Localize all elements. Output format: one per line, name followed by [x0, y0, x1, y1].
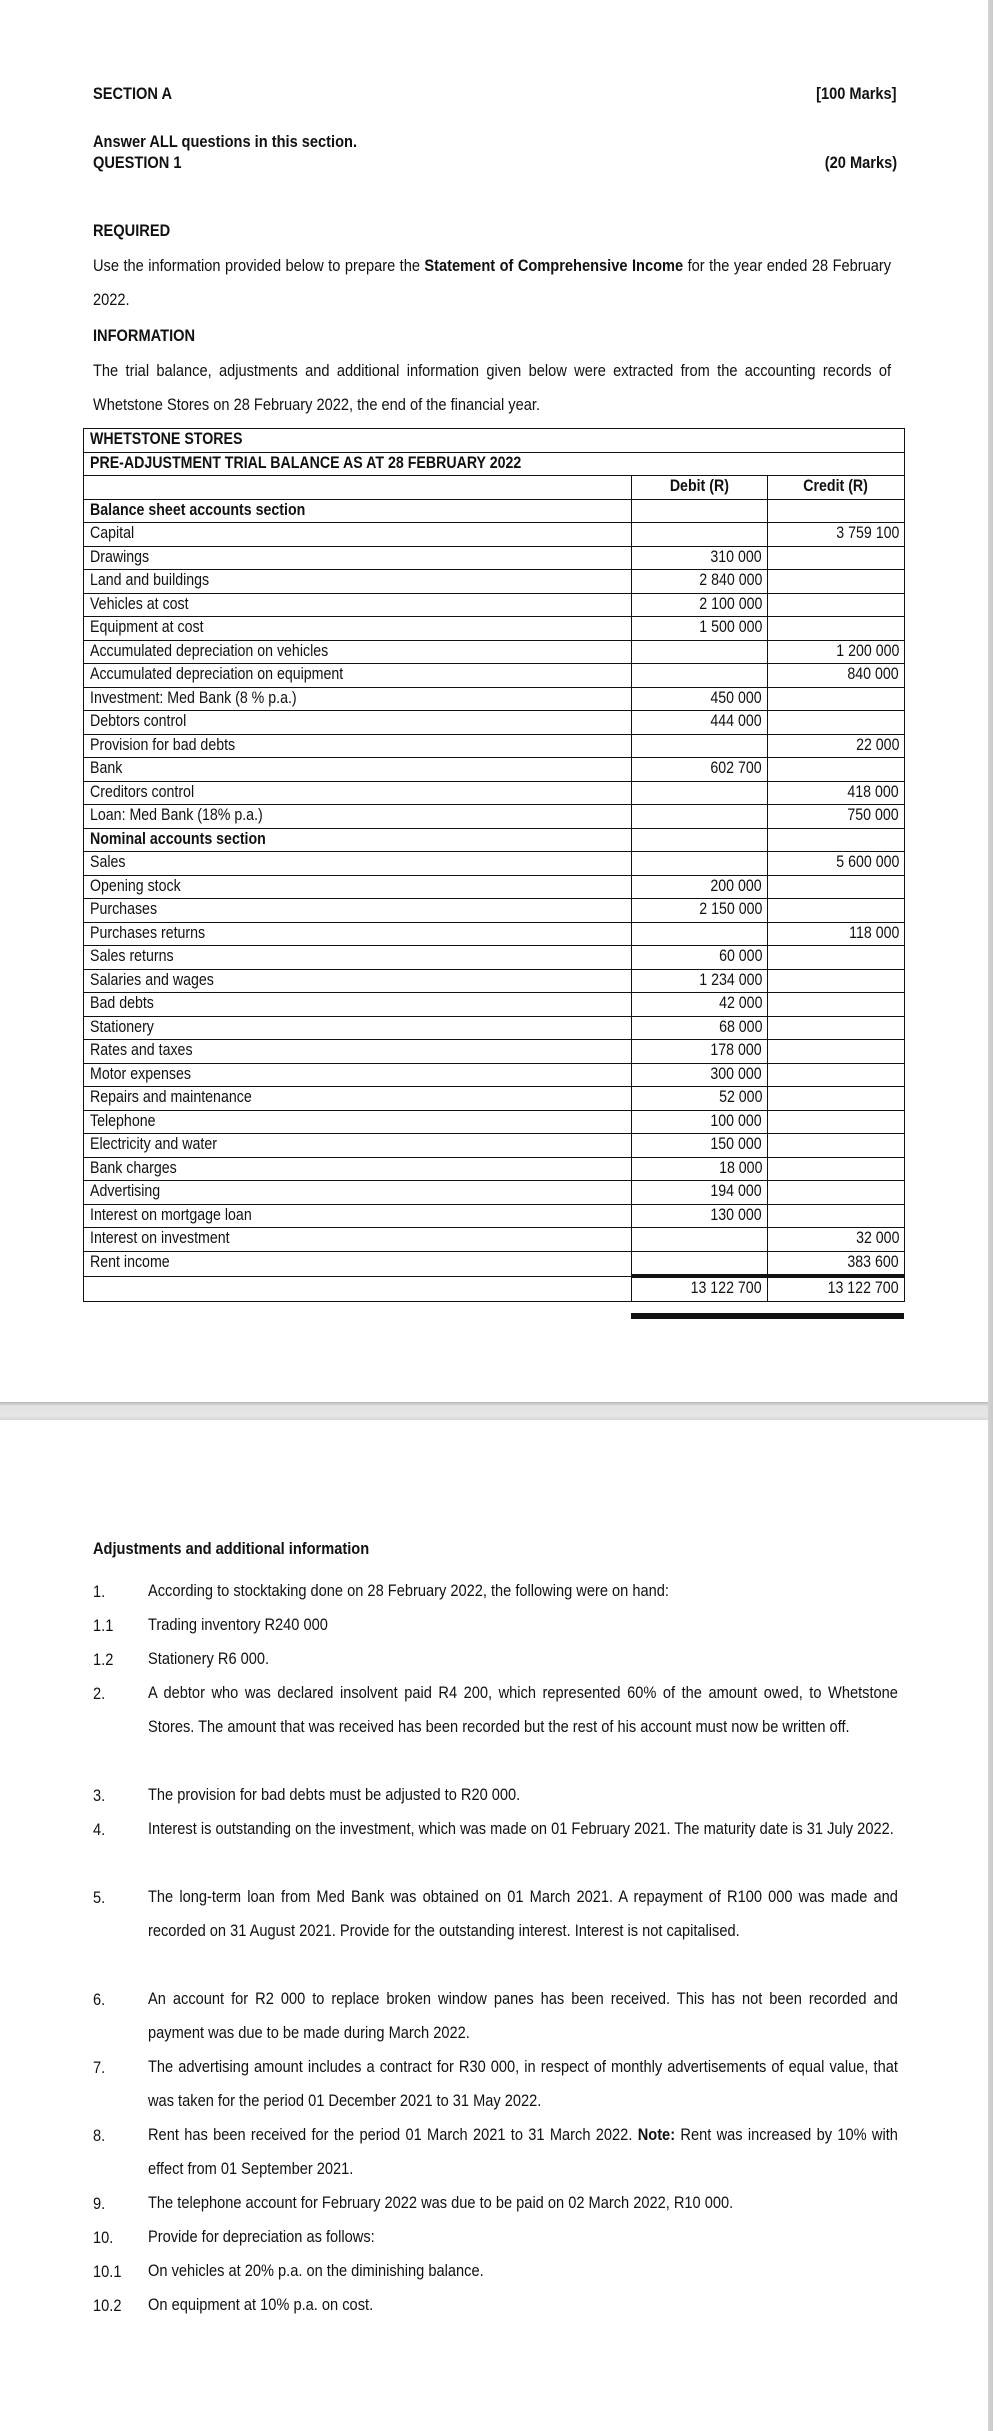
account-name: Rates and taxes [84, 1040, 632, 1064]
debit-amount: 60 000 [632, 946, 768, 970]
debit-amount [632, 734, 768, 758]
table-row [84, 1251, 905, 1276]
adjustment-text: Provide for depreciation as follows: [148, 2227, 375, 2246]
account-name: Investment: Med Bank (8 % p.a.) [84, 687, 632, 711]
account-name: Bank [84, 758, 632, 782]
adjustment-number: 1.1 [93, 1616, 114, 1635]
section-row [84, 499, 905, 523]
account-name: Drawings [84, 546, 632, 570]
debit-amount: 130 000 [632, 1204, 768, 1228]
debit-amount [632, 781, 768, 805]
table-row [84, 1040, 905, 1064]
account-name: Accumulated depreciation on vehicles [84, 640, 632, 664]
account-name: Equipment at cost [84, 617, 632, 641]
required-heading: REQUIRED [93, 221, 171, 240]
credit-amount [768, 617, 905, 641]
adjustment-number: 8. [93, 2126, 106, 2145]
table-row [84, 687, 905, 711]
debit-amount: 300 000 [632, 1063, 768, 1087]
total-credit: 13 122 700 [768, 1276, 905, 1301]
question-marks: (20 Marks) [824, 153, 897, 172]
information-text: The trial balance, adjustments and additional information given below were extracted from the accounting records of Whetstone Stores on 28 February 2022, the end of the financial year. [93, 361, 892, 414]
debit-amount [632, 640, 768, 664]
adjustment-number: 5. [93, 1888, 106, 1907]
table-row [84, 734, 905, 758]
credit-amount: 418 000 [768, 781, 905, 805]
adjustment-text: A debtor who was declared insolvent paid R4 200, which represented 60% of the amount owed, to Whetstone Stores. The amount that was received has been recorded but the rest of his account must now be written off. [148, 1683, 898, 1736]
account-name: Telephone [84, 1110, 632, 1134]
information-heading: INFORMATION [93, 326, 196, 345]
credit-amount [768, 1016, 905, 1040]
credit-amount [768, 899, 905, 923]
table-row [84, 664, 905, 688]
credit-column-header: Credit (R) [768, 476, 905, 500]
label-column-header [84, 476, 632, 500]
adjustment-number: 1. [93, 1582, 106, 1601]
table-row [84, 875, 905, 899]
table-row [84, 1204, 905, 1228]
question-title: QUESTION 1 [93, 153, 182, 172]
table-row [84, 781, 905, 805]
table-row [84, 1063, 905, 1087]
credit-amount [768, 1157, 905, 1181]
credit-amount [768, 1040, 905, 1064]
debit-amount: 42 000 [632, 993, 768, 1017]
table-row [84, 946, 905, 970]
adjustment-number: 9. [93, 2194, 106, 2213]
adjustment-text: On vehicles at 20% p.a. on the diminishing balance. [148, 2261, 484, 2280]
page-separator [0, 1402, 993, 1420]
debit-amount: 1 500 000 [632, 617, 768, 641]
adjustment-number: 3. [93, 1786, 106, 1805]
debit-amount: 100 000 [632, 1110, 768, 1134]
adjustment-text: On equipment at 10% p.a. on cost. [148, 2295, 374, 2314]
account-name: Vehicles at cost [84, 593, 632, 617]
debit-amount: 602 700 [632, 758, 768, 782]
credit-amount [768, 1134, 905, 1158]
debit-amount [632, 664, 768, 688]
account-name: Sales returns [84, 946, 632, 970]
page-2 [0, 1420, 988, 2431]
account-name: Provision for bad debts [84, 734, 632, 758]
account-name: Rent income [84, 1251, 632, 1276]
debit-amount: 2 840 000 [632, 570, 768, 594]
table-row [84, 922, 905, 946]
table-row [84, 1134, 905, 1158]
section-row [84, 828, 905, 852]
adjustment-text: Interest is outstanding on the investment, which was made on 01 February 2021. The maturity date is 31 July 2022. [148, 1819, 894, 1838]
table-row [84, 1087, 905, 1111]
table-row [84, 758, 905, 782]
account-name: Capital [84, 523, 632, 547]
debit-amount [632, 1228, 768, 1252]
account-name: Motor expenses [84, 1063, 632, 1087]
debit-amount: 2 150 000 [632, 899, 768, 923]
table-row [84, 1016, 905, 1040]
total-debit: 13 122 700 [632, 1276, 768, 1301]
debit-column-header: Debit (R) [632, 476, 768, 500]
debit-amount: 310 000 [632, 546, 768, 570]
totals-row [84, 1276, 905, 1301]
account-name: Purchases [84, 899, 632, 923]
debit-amount [632, 1251, 768, 1276]
adjustments-heading: Adjustments and additional information [93, 1539, 370, 1558]
table-row [84, 640, 905, 664]
credit-amount [768, 1204, 905, 1228]
table-row [84, 1157, 905, 1181]
debit-amount: 52 000 [632, 1087, 768, 1111]
table-row [84, 1181, 905, 1205]
debit-amount: 200 000 [632, 875, 768, 899]
table-row [84, 993, 905, 1017]
section-title: SECTION A [93, 84, 173, 103]
account-name: Repairs and maintenance [84, 1087, 632, 1111]
company-name: WHETSTONE STORES [84, 429, 905, 453]
adjustment-text: The long-term loan from Med Bank was obtained on 01 March 2021. A repayment of R100 000 was made and recorded on 31 August 2021. Provide for the outstanding interest. Interest is not capitalised. [148, 1887, 898, 1940]
account-name: Interest on investment [84, 1228, 632, 1252]
account-name: Land and buildings [84, 570, 632, 594]
credit-amount [768, 687, 905, 711]
account-name: Balance sheet accounts section [84, 499, 632, 523]
adjustment-text: An account for R2 000 to replace broken window panes has been received. This has not been recorded and payment was due to be made during March 2022. [148, 1989, 898, 2042]
instruction: Answer ALL questions in this section. [93, 132, 358, 151]
account-name: Stationery [84, 1016, 632, 1040]
account-name: Bad debts [84, 993, 632, 1017]
debit-amount: 194 000 [632, 1181, 768, 1205]
credit-amount [768, 875, 905, 899]
debit-amount: 68 000 [632, 1016, 768, 1040]
credit-amount: 22 000 [768, 734, 905, 758]
credit-amount: 1 200 000 [768, 640, 905, 664]
scrollbar-edge [988, 0, 993, 2431]
credit-amount [768, 593, 905, 617]
account-name: Opening stock [84, 875, 632, 899]
debit-amount [632, 499, 768, 523]
debit-amount: 150 000 [632, 1134, 768, 1158]
required-text: Use the information provided below to prepare the Statement of Comprehensive Income for the year ended 28 February 2022. [93, 256, 892, 309]
table-row [84, 570, 905, 594]
credit-amount [768, 969, 905, 993]
credit-amount [768, 1063, 905, 1087]
totals-double-underline [631, 1313, 904, 1319]
credit-amount [768, 993, 905, 1017]
table-row [84, 969, 905, 993]
credit-amount [768, 758, 905, 782]
adjustment-text: The telephone account for February 2022 was due to be paid on 02 March 2022, R10 000. [148, 2193, 734, 2212]
debit-amount: 444 000 [632, 711, 768, 735]
adjustment-text: Trading inventory R240 000 [148, 1615, 328, 1634]
credit-amount: 32 000 [768, 1228, 905, 1252]
credit-amount: 118 000 [768, 922, 905, 946]
debit-amount: 2 100 000 [632, 593, 768, 617]
table-row [84, 523, 905, 547]
credit-amount [768, 946, 905, 970]
credit-amount: 750 000 [768, 805, 905, 829]
adjustment-number: 2. [93, 1684, 106, 1703]
totals-label [84, 1276, 632, 1301]
table-row [84, 899, 905, 923]
account-name: Purchases returns [84, 922, 632, 946]
adjustment-text: Stationery R6 000. [148, 1649, 270, 1668]
account-name: Loan: Med Bank (18% p.a.) [84, 805, 632, 829]
trial-balance-table [83, 428, 905, 1302]
credit-amount [768, 1110, 905, 1134]
debit-amount [632, 523, 768, 547]
account-name: Creditors control [84, 781, 632, 805]
table-row [84, 546, 905, 570]
credit-amount [768, 1087, 905, 1111]
adjustment-number: 10. [93, 2228, 114, 2247]
section-marks: [100 Marks] [816, 84, 897, 103]
table-row [84, 805, 905, 829]
account-name: Interest on mortgage loan [84, 1204, 632, 1228]
credit-amount [768, 711, 905, 735]
table-row [84, 711, 905, 735]
credit-amount: 3 759 100 [768, 523, 905, 547]
account-name: Electricity and water [84, 1134, 632, 1158]
adjustment-number: 6. [93, 1990, 106, 2009]
account-name: Nominal accounts section [84, 828, 632, 852]
account-name: Advertising [84, 1181, 632, 1205]
credit-amount [768, 1181, 905, 1205]
adjustment-text: According to stocktaking done on 28 February 2022, the following were on hand: [148, 1581, 669, 1600]
account-name: Salaries and wages [84, 969, 632, 993]
credit-amount: 383 600 [768, 1251, 905, 1276]
credit-amount [768, 499, 905, 523]
adjustment-text: The provision for bad debts must be adjusted to R20 000. [148, 1785, 521, 1804]
account-name: Accumulated depreciation on equipment [84, 664, 632, 688]
debit-amount: 1 234 000 [632, 969, 768, 993]
table-row [84, 593, 905, 617]
credit-amount: 5 600 000 [768, 852, 905, 876]
credit-amount [768, 546, 905, 570]
credit-amount [768, 570, 905, 594]
adjustment-text: The advertising amount includes a contract for R30 000, in respect of monthly advertisements of equal value, that was taken for the period 01 December 2021 to 31 May 2022. [148, 2057, 898, 2110]
trial-balance-title: PRE-ADJUSTMENT TRIAL BALANCE AS AT 28 FEBRUARY 2022 [84, 452, 905, 476]
table-row [84, 1110, 905, 1134]
table-row [84, 1228, 905, 1252]
table-row [84, 617, 905, 641]
account-name: Sales [84, 852, 632, 876]
debit-amount: 178 000 [632, 1040, 768, 1064]
debit-amount: 18 000 [632, 1157, 768, 1181]
credit-amount: 840 000 [768, 664, 905, 688]
debit-amount [632, 828, 768, 852]
account-name: Debtors control [84, 711, 632, 735]
adjustment-number: 4. [93, 1820, 106, 1839]
debit-amount [632, 852, 768, 876]
adjustment-number: 1.2 [93, 1650, 114, 1669]
adjustment-number: 10.2 [93, 2296, 122, 2315]
table-row [84, 852, 905, 876]
account-name: Bank charges [84, 1157, 632, 1181]
adjustment-number: 10.1 [93, 2262, 122, 2281]
adjustment-text: Rent has been received for the period 01 March 2021 to 31 March 2022. Note: Rent was increased by 10% with effect from 01 September 2021. [148, 2125, 898, 2178]
credit-amount [768, 828, 905, 852]
adjustment-number: 7. [93, 2058, 106, 2077]
debit-amount [632, 805, 768, 829]
debit-amount: 450 000 [632, 687, 768, 711]
debit-amount [632, 922, 768, 946]
